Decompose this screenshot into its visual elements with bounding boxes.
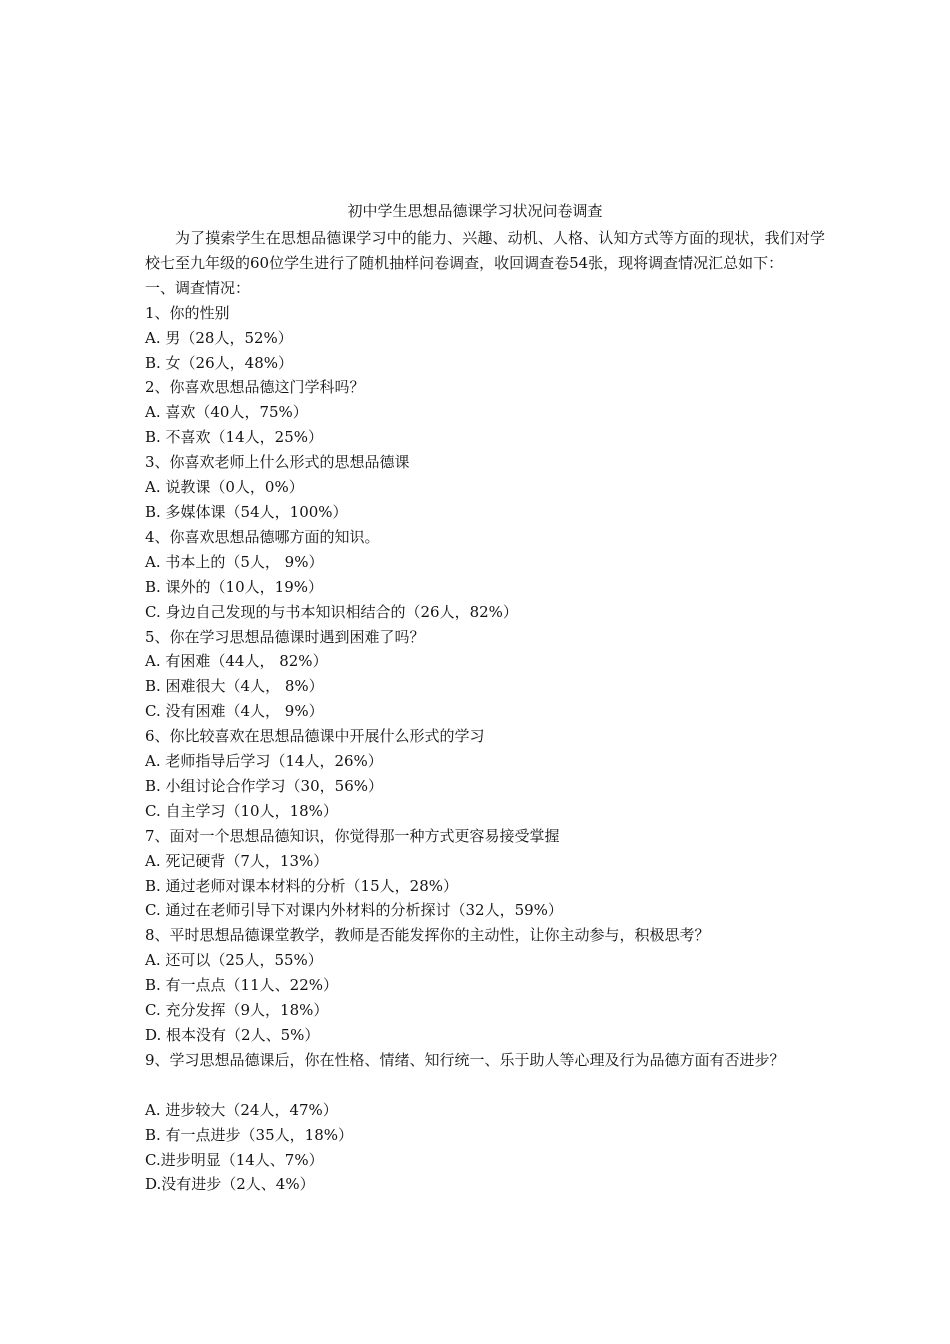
option: A. 说教课（0人，0%） <box>145 478 304 497</box>
question-text: 3、你喜欢老师上什么形式的思想品德课 <box>145 453 410 472</box>
option: B. 不喜欢（14人，25%） <box>145 428 323 447</box>
section-heading: 一、调查情况： <box>145 278 251 297</box>
option: C. 自主学习（10人，18%） <box>145 801 338 820</box>
question-text: 8、平时思想品德课堂教学，教师是否能发挥你的主动性，让你主动参与，积极思考？ <box>145 926 710 945</box>
option: C. 没有困难（4人， 9%） <box>145 702 324 721</box>
document-title: 初中学生思想品德课学习状况问卷调查 <box>347 202 603 220</box>
question-text: 5、你在学习思想品德课时遇到困难了吗？ <box>145 627 425 646</box>
question-7 <box>145 824 825 924</box>
question-1 <box>145 301 825 376</box>
option: C. 通过在老师引导下对课内外材料的分析探讨（32人，59%） <box>145 901 563 920</box>
option: B. 有一点点（11人、22%） <box>145 976 338 995</box>
question-text: 1、你的性别 <box>145 303 230 322</box>
option: B. 课外的（10人，19%） <box>145 577 323 596</box>
question-6 <box>145 724 825 824</box>
option: B. 多媒体课（54人，100%） <box>145 502 348 521</box>
question-9 <box>145 1048 825 1197</box>
question-text: 9、学习思想品德课后，你在性格、情绪、知行统一、乐于助人等心理及行为品德方面有否进步？ <box>145 1050 785 1069</box>
option: B. 困难很大（4人， 8%） <box>145 677 324 696</box>
option: B. 有一点进步（35人，18%） <box>145 1125 353 1144</box>
intro-paragraph: 为了摸索学生在思想品德课学习中的能力、兴趣、动机、人格、认知方式等方面的现状，我们对学校七至九年级的60位学生进行了随机抽样问卷调查，收回调查卷54张，现将调查情况汇总如下： <box>145 229 825 272</box>
blank-line <box>145 1073 825 1098</box>
option: D. 根本没有（2人、5%） <box>145 1026 320 1044</box>
document-body <box>145 226 825 1197</box>
option: C. 身边自己发现的与书本知识相结合的（26人，82%） <box>145 602 518 621</box>
option: B. 女（26人，48%） <box>145 353 293 372</box>
question-5 <box>145 625 825 725</box>
question-text: 4、你喜欢思想品德哪方面的知识。 <box>145 527 380 546</box>
option: C. 充分发挥（9人，18%） <box>145 1001 329 1020</box>
question-text: 6、你比较喜欢在思想品德课中开展什么形式的学习 <box>145 727 485 746</box>
option: C.进步明显（14人、7%） <box>145 1150 324 1169</box>
question-3 <box>145 450 825 525</box>
option: A. 书本上的（5人， 9%） <box>145 552 324 571</box>
option: B. 小组讨论合作学习（30，56%） <box>145 776 383 795</box>
question-text: 7、面对一个思想品德知识，你觉得那一种方式更容易接受掌握 <box>145 826 560 845</box>
option: B. 通过老师对课本材料的分析（15人，28%） <box>145 876 458 895</box>
question-text: 2、你喜欢思想品德这门学科吗？ <box>145 378 365 397</box>
question-8 <box>145 923 825 1048</box>
option: A. 喜欢（40人，75%） <box>145 403 308 422</box>
option: D.没有进步（2人、4%） <box>145 1175 315 1194</box>
option: A. 有困难（44人， 82%） <box>145 652 328 671</box>
option: A. 老师指导后学习（14人，26%） <box>145 752 383 771</box>
option: A. 还可以（25人，55%） <box>145 951 323 970</box>
question-2 <box>145 375 825 450</box>
question-4 <box>145 525 825 625</box>
option: A. 男（28人，52%） <box>145 328 293 347</box>
option: A. 进步较大（24人，47%） <box>145 1100 338 1119</box>
option: A. 死记硬背（7人，13%） <box>145 851 329 870</box>
